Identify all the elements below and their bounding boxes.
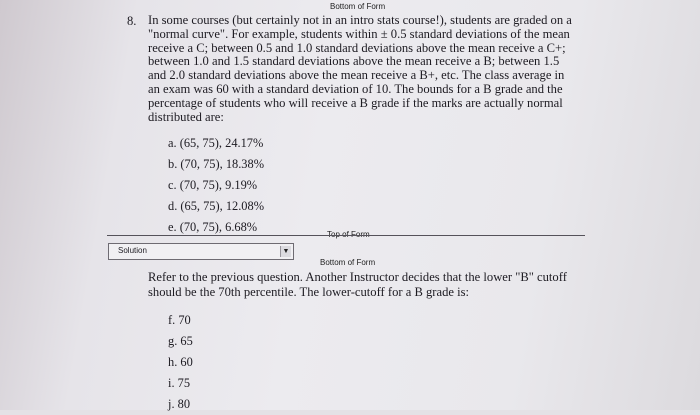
divider-line — [107, 235, 585, 236]
question-2-text: Refer to the previous question. Another Instructor decides that the lower "B" cutoff should be the 70th percentile. The lower-cutoff for a B grade is: — [148, 270, 567, 299]
bottom-of-form-marker-2: Bottom of Form — [320, 258, 376, 267]
option-b[interactable]: b. (70, 75), 18.38% — [168, 157, 265, 171]
solution-dropdown[interactable] — [108, 243, 294, 260]
question-number: 8. — [127, 14, 137, 28]
option-f[interactable]: f. 70 — [168, 313, 191, 327]
answer-options-2 — [168, 310, 193, 415]
question-text: In some courses (but certainly not in an intro stats course!), students are graded on a "normal curve". For example, students within ± 0.5 standard deviations of the mean receive a C; between 0.5 and 1.0 standard deviations above the mean receive a C+; between 1.0 and 1.5 standard deviations above the mean receive a B; between 1.5 and 2.0 standard deviations above the mean receive a B+, etc. The class average in an exam was 60 with a standard deviation of 10. The bounds for a B grade and the percentage of students who will receive a B grade if the marks are actually normal distributed are: — [148, 13, 572, 124]
option-g[interactable]: g. 65 — [168, 334, 193, 348]
option-h[interactable]: h. 60 — [168, 355, 193, 369]
option-i[interactable]: i. 75 — [168, 376, 191, 390]
chevron-down-icon[interactable]: ▼ — [280, 246, 291, 257]
bottom-of-form-marker: Bottom of Form — [330, 2, 386, 11]
option-a[interactable]: a. (65, 75), 24.17% — [168, 136, 264, 150]
option-d[interactable]: d. (65, 75), 12.08% — [168, 199, 265, 213]
answer-options — [168, 133, 264, 238]
option-c[interactable]: c. (70, 75), 9.19% — [168, 178, 258, 192]
solution-dropdown-value: Solution — [118, 246, 147, 255]
option-e[interactable]: e. (70, 75), 6.68% — [168, 220, 258, 234]
top-of-form-marker: Top of Form — [327, 230, 370, 239]
option-j[interactable]: j. 80 — [168, 397, 191, 411]
